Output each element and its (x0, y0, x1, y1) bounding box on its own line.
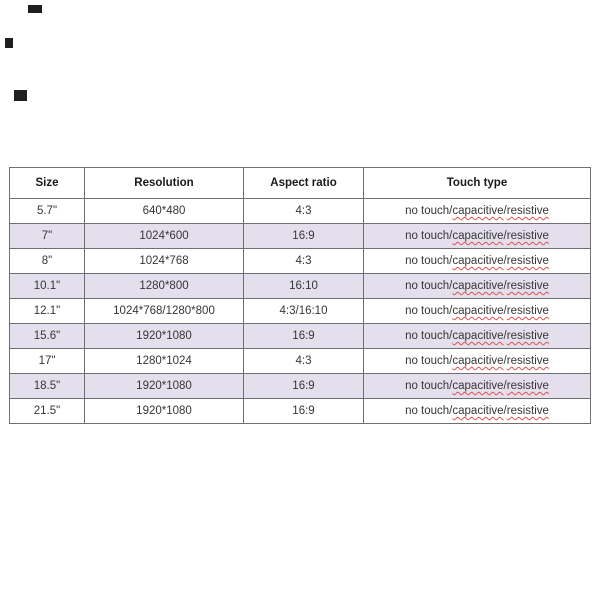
touch-prefix: no touch/ (405, 305, 453, 317)
touch-word-resistive: resistive (506, 205, 549, 217)
cell-aspect-ratio: 16:9 (244, 399, 364, 424)
col-header-resolution: Resolution (85, 168, 244, 199)
cell-aspect-ratio: 4:3/16:10 (244, 299, 364, 324)
cell-size: 5.7" (10, 199, 85, 224)
touch-word-capacitive: capacitive (452, 380, 504, 392)
col-header-size: Size (10, 168, 85, 199)
cell-size: 8" (10, 249, 85, 274)
touch-word-resistive: resistive (506, 380, 549, 392)
touch-prefix: no touch/ (405, 205, 453, 217)
cell-size: 10.1" (10, 274, 85, 299)
cell-touch-type (364, 374, 591, 399)
table-row (10, 199, 591, 224)
table-row (10, 374, 591, 399)
touch-word-capacitive: capacitive (452, 330, 504, 342)
cell-touch-type (364, 274, 591, 299)
table-row (10, 399, 591, 424)
cell-aspect-ratio: 16:9 (244, 324, 364, 349)
touch-separator: / (503, 305, 507, 317)
header-row (10, 168, 591, 199)
touch-word-capacitive: capacitive (452, 280, 504, 292)
cell-aspect-ratio: 4:3 (244, 249, 364, 274)
cell-resolution: 1920*1080 (85, 399, 244, 424)
cell-resolution: 1024*768/1280*800 (85, 299, 244, 324)
cell-resolution: 1280*1024 (85, 349, 244, 374)
cell-resolution: 640*480 (85, 199, 244, 224)
touch-word-resistive: resistive (506, 255, 549, 267)
table-row (10, 299, 591, 324)
touch-prefix: no touch/ (405, 280, 453, 292)
cell-touch-type (364, 199, 591, 224)
touch-word-resistive: resistive (506, 305, 549, 317)
col-header-aspect-ratio: Aspect ratio (244, 168, 364, 199)
touch-word-resistive: resistive (506, 230, 549, 242)
touch-word-capacitive: capacitive (452, 305, 504, 317)
cell-aspect-ratio: 16:9 (244, 224, 364, 249)
touch-word-capacitive: capacitive (452, 205, 504, 217)
table-row (10, 349, 591, 374)
cell-touch-type (364, 349, 591, 374)
cell-size: 18.5" (10, 374, 85, 399)
touch-word-resistive: resistive (506, 330, 549, 342)
cell-aspect-ratio: 4:3 (244, 349, 364, 374)
ink-mark (28, 5, 42, 13)
ink-mark (14, 90, 27, 101)
touch-separator: / (503, 230, 507, 242)
cell-resolution: 1024*600 (85, 224, 244, 249)
table-row (10, 224, 591, 249)
cell-touch-type (364, 249, 591, 274)
cell-aspect-ratio: 4:3 (244, 199, 364, 224)
touch-prefix: no touch/ (405, 330, 453, 342)
touch-word-resistive: resistive (506, 355, 549, 367)
cell-size: 17" (10, 349, 85, 374)
cell-size: 21.5" (10, 399, 85, 424)
touch-prefix: no touch/ (405, 230, 453, 242)
cell-resolution: 1920*1080 (85, 374, 244, 399)
table-row (10, 274, 591, 299)
touch-separator: / (503, 380, 507, 392)
touch-word-resistive: resistive (506, 405, 549, 417)
touch-separator: / (503, 205, 507, 217)
cell-touch-type (364, 224, 591, 249)
touch-word-capacitive: capacitive (452, 255, 504, 267)
ink-mark (5, 38, 13, 48)
touch-prefix: no touch/ (405, 255, 453, 267)
cell-aspect-ratio: 16:10 (244, 274, 364, 299)
cell-resolution: 1920*1080 (85, 324, 244, 349)
table-row (10, 249, 591, 274)
touch-separator: / (503, 280, 507, 292)
touch-word-capacitive: capacitive (452, 405, 504, 417)
cell-size: 12.1" (10, 299, 85, 324)
spec-table (9, 167, 591, 424)
touch-prefix: no touch/ (405, 380, 453, 392)
touch-prefix: no touch/ (405, 405, 453, 417)
touch-separator: / (503, 355, 507, 367)
cell-resolution: 1280*800 (85, 274, 244, 299)
col-header-touch-type: Touch type (364, 168, 591, 199)
cell-touch-type (364, 299, 591, 324)
cell-aspect-ratio: 16:9 (244, 374, 364, 399)
touch-word-resistive: resistive (506, 280, 549, 292)
touch-word-capacitive: capacitive (452, 355, 504, 367)
cell-touch-type (364, 399, 591, 424)
touch-prefix: no touch/ (405, 355, 453, 367)
touch-separator: / (503, 330, 507, 342)
cell-resolution: 1024*768 (85, 249, 244, 274)
table-row (10, 324, 591, 349)
touch-separator: / (503, 255, 507, 267)
touch-word-capacitive: capacitive (452, 230, 504, 242)
cell-size: 7" (10, 224, 85, 249)
cell-size: 15.6" (10, 324, 85, 349)
cell-touch-type (364, 324, 591, 349)
touch-separator: / (503, 405, 507, 417)
